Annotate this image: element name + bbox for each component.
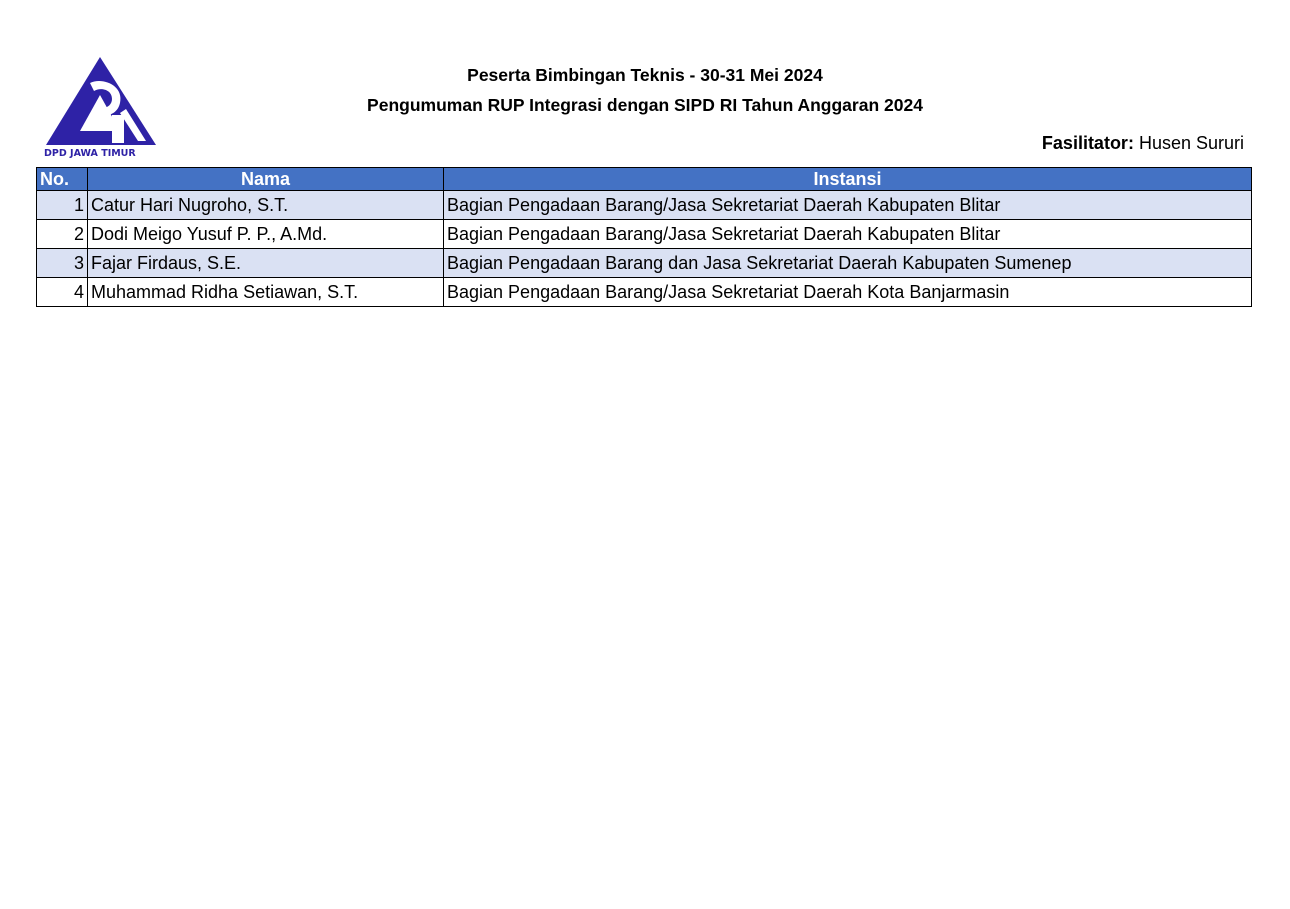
table-header-row [37,168,1252,191]
cell-instansi: Bagian Pengadaan Barang/Jasa Sekretariat Daerah Kabupaten Blitar [444,220,1252,249]
cell-nama: Dodi Meigo Yusuf P. P., A.Md. [88,220,444,249]
cell-nama: Muhammad Ridha Setiawan, S.T. [88,278,444,307]
facilitator-label: Fasilitator: [1041,133,1134,153]
cell-instansi: Bagian Pengadaan Barang/Jasa Sekretariat Daerah Kota Banjarmasin [444,278,1252,307]
title-line-1: Peserta Bimbingan Teknis - 30-31 Mei 2024 [467,65,823,85]
facilitator-name: Husen Sururi [1138,133,1244,153]
participant-table [36,167,1252,307]
cell-instansi: Bagian Pengadaan Barang dan Jasa Sekretariat Daerah Kabupaten Sumenep [444,249,1252,278]
cell-no: 4 [37,278,88,307]
cell-instansi: Bagian Pengadaan Barang/Jasa Sekretariat Daerah Kabupaten Blitar [444,191,1252,220]
table-row [37,278,1252,307]
cell-no: 3 [37,249,88,278]
header-instansi: Instansi [444,168,1252,191]
facilitator-info [1042,131,1244,155]
table-row [37,249,1252,278]
header-no: No. [37,168,88,191]
logo-caption: DPD JAWA TIMUR [44,148,136,159]
header-nama: Nama [88,168,444,191]
table-row [37,220,1252,249]
cell-no: 1 [37,191,88,220]
document-title [0,60,1290,120]
cell-no: 2 [37,220,88,249]
cell-nama: Catur Hari Nugroho, S.T. [88,191,444,220]
title-line-2: Pengumuman RUP Integrasi dengan SIPD RI Tahun Anggaran 2024 [367,95,923,115]
cell-nama: Fajar Firdaus, S.E. [88,249,444,278]
table-row [37,191,1252,220]
